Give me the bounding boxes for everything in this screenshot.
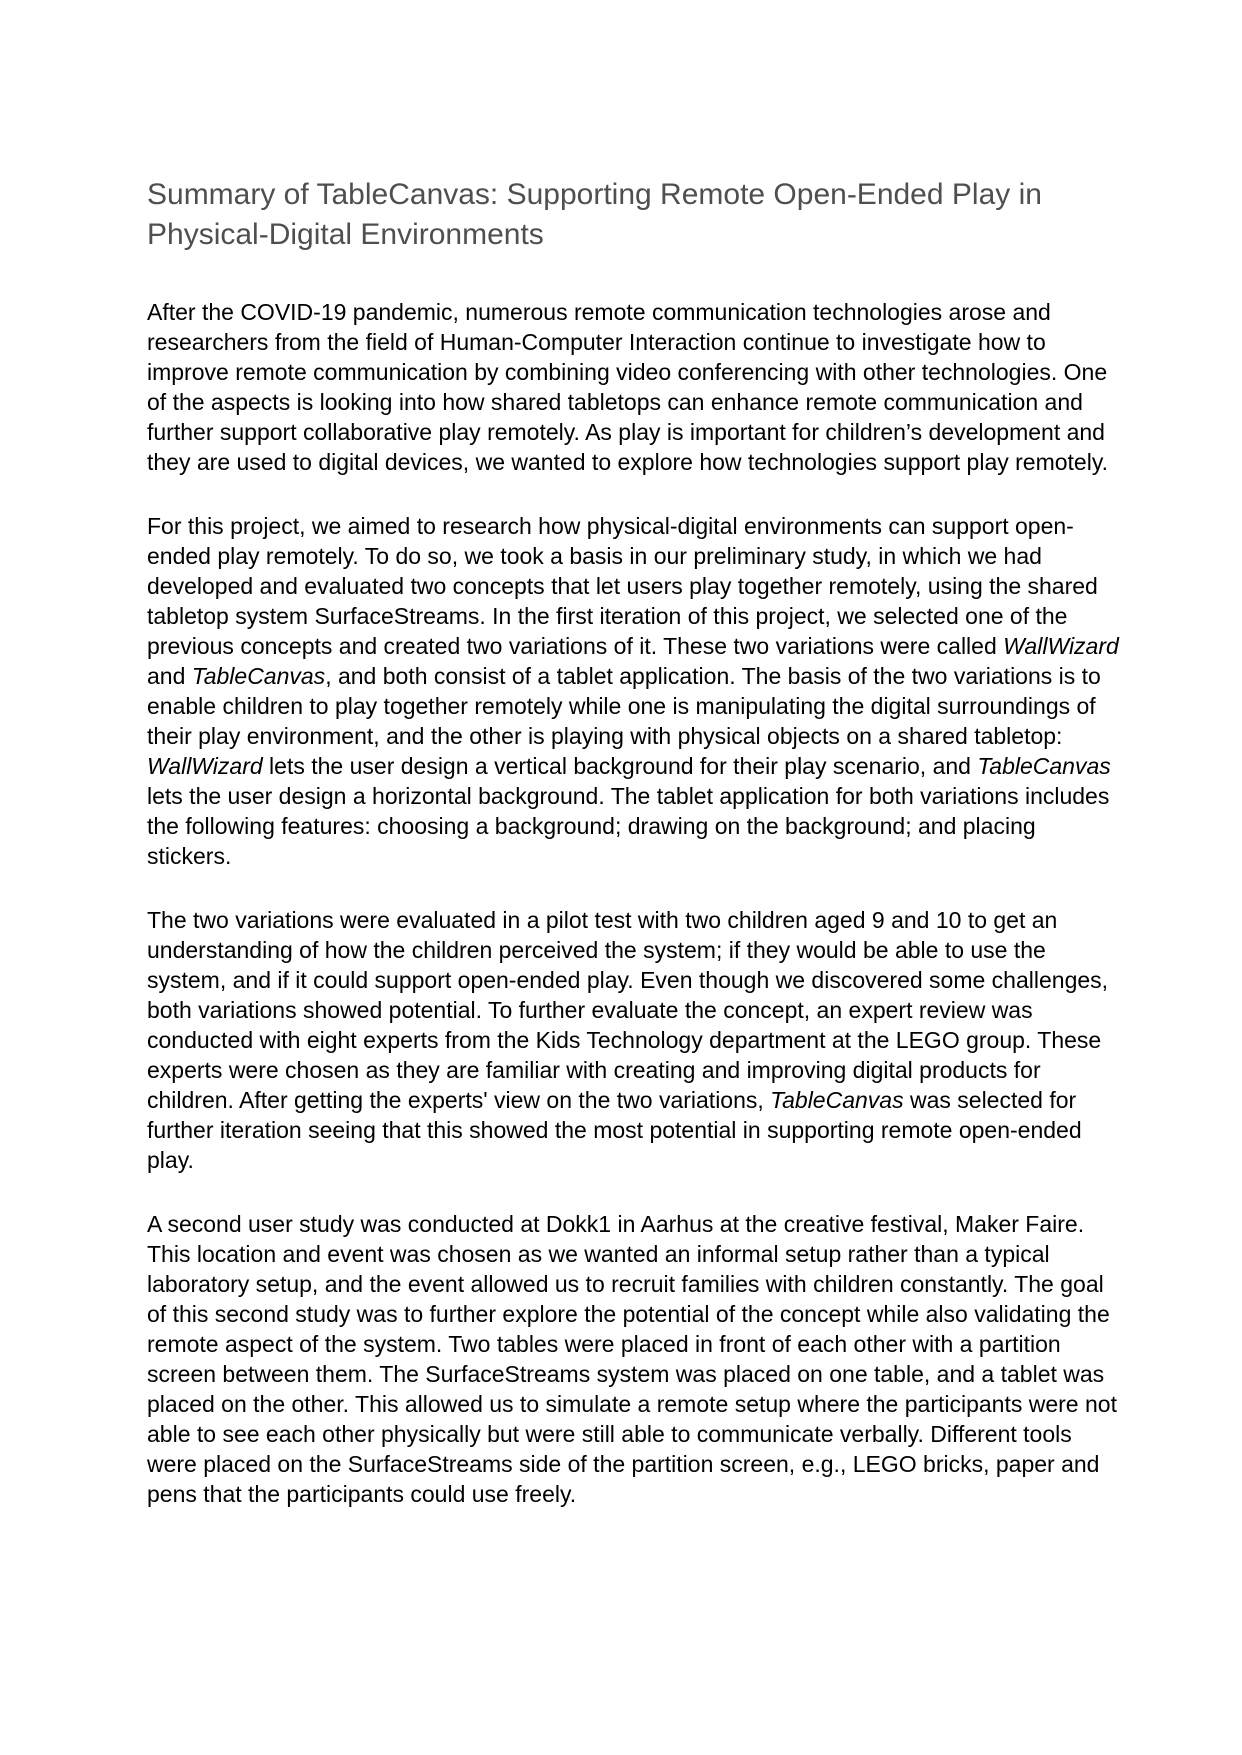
italic-text-run: TableCanvas xyxy=(770,1087,904,1113)
text-run: The two variations were evaluated in a pilot test with two children aged 9 and 10 to get an understanding of how the children perceived the system; if they would be able to use the system, and if it could support open-ended play. Even though we discovered some challenges, both variations showed potential. To further evaluate the concept, an expert review was conducted with eight experts from the Kids Technology department at the LEGO group. These experts were chosen as they are familiar with creating and improving digital products for children. After getting the experts' view on the two variations, xyxy=(147,907,1109,1113)
italic-text-run: WallWizard xyxy=(1003,633,1119,659)
text-run: A second user study was conducted at Dokk1 in Aarhus at the creative festival, Maker Faire. This location and event was chosen as we wanted an informal setup rather than a typical laboratory setup, and the event allowed us to recruit families with children constantly. The goal of this second study was to further explore the potential of the concept while also validating the remote aspect of the system. Two tables were placed in front of each other with a partition screen between them. The SurfaceStreams system was placed on one table, and a tablet was placed on the other. This allowed us to simulate a remote setup where the participants were not able to see each other physically but were still able to communicate verbally. Different tools were placed on the SurfaceStreams side of the partition screen, e.g., LEGO bricks, paper and pens that the participants could use freely. xyxy=(147,1211,1117,1507)
text-run: For this project, we aimed to research how physical-digital environments can support open-ended play remotely. To do so, we took a basis in our preliminary study, in which we had developed and evaluated two concepts that let users play together remotely, using the shared tabletop system SurfaceStreams. In the first iteration of this project, we selected one of the previous concepts and created two variations of it. These two variations were called xyxy=(147,513,1098,659)
document-paragraphs xyxy=(147,297,1119,1509)
italic-text-run: TableCanvas xyxy=(977,753,1111,779)
text-run: After the COVID-19 pandemic, numerous remote communication technologies arose and researchers from the field of Human-Computer Interaction continue to investigate how to improve remote communication by combining video conferencing with other technologies. One of the aspects is looking into how shared tabletops can enhance remote communication and further support collaborative play remotely. As play is important for children’s development and they are used to digital devices, we wanted to explore how technologies support play remotely. xyxy=(147,299,1109,475)
italic-text-run: WallWizard xyxy=(147,753,263,779)
text-run: lets the user design a vertical background for their play scenario, and xyxy=(262,753,978,779)
text-run: and xyxy=(147,663,192,689)
paragraph xyxy=(147,511,1119,871)
text-run: was selected for further iteration seeing that this showed the most potential in supporting remote open-ended play. xyxy=(147,1087,1082,1173)
paragraph xyxy=(147,297,1119,477)
paragraph xyxy=(147,905,1119,1175)
text-run: lets the user design a horizontal background. The tablet application for both variations includes the following features: choosing a background; drawing on the background; and placing stickers. xyxy=(147,783,1110,869)
document-title: Summary of TableCanvas: Supporting Remote Open-Ended Play in Physical-Digital Environments xyxy=(147,178,1042,251)
italic-text-run: TableCanvas xyxy=(191,663,326,689)
paragraph xyxy=(147,1209,1119,1509)
text-run: , and both consist of a tablet application. The basis of the two variations is to enable children to play together remotely while one is manipulating the digital surroundings of their play environment, and the other is playing with physical objects on a shared tabletop: xyxy=(147,663,1101,749)
